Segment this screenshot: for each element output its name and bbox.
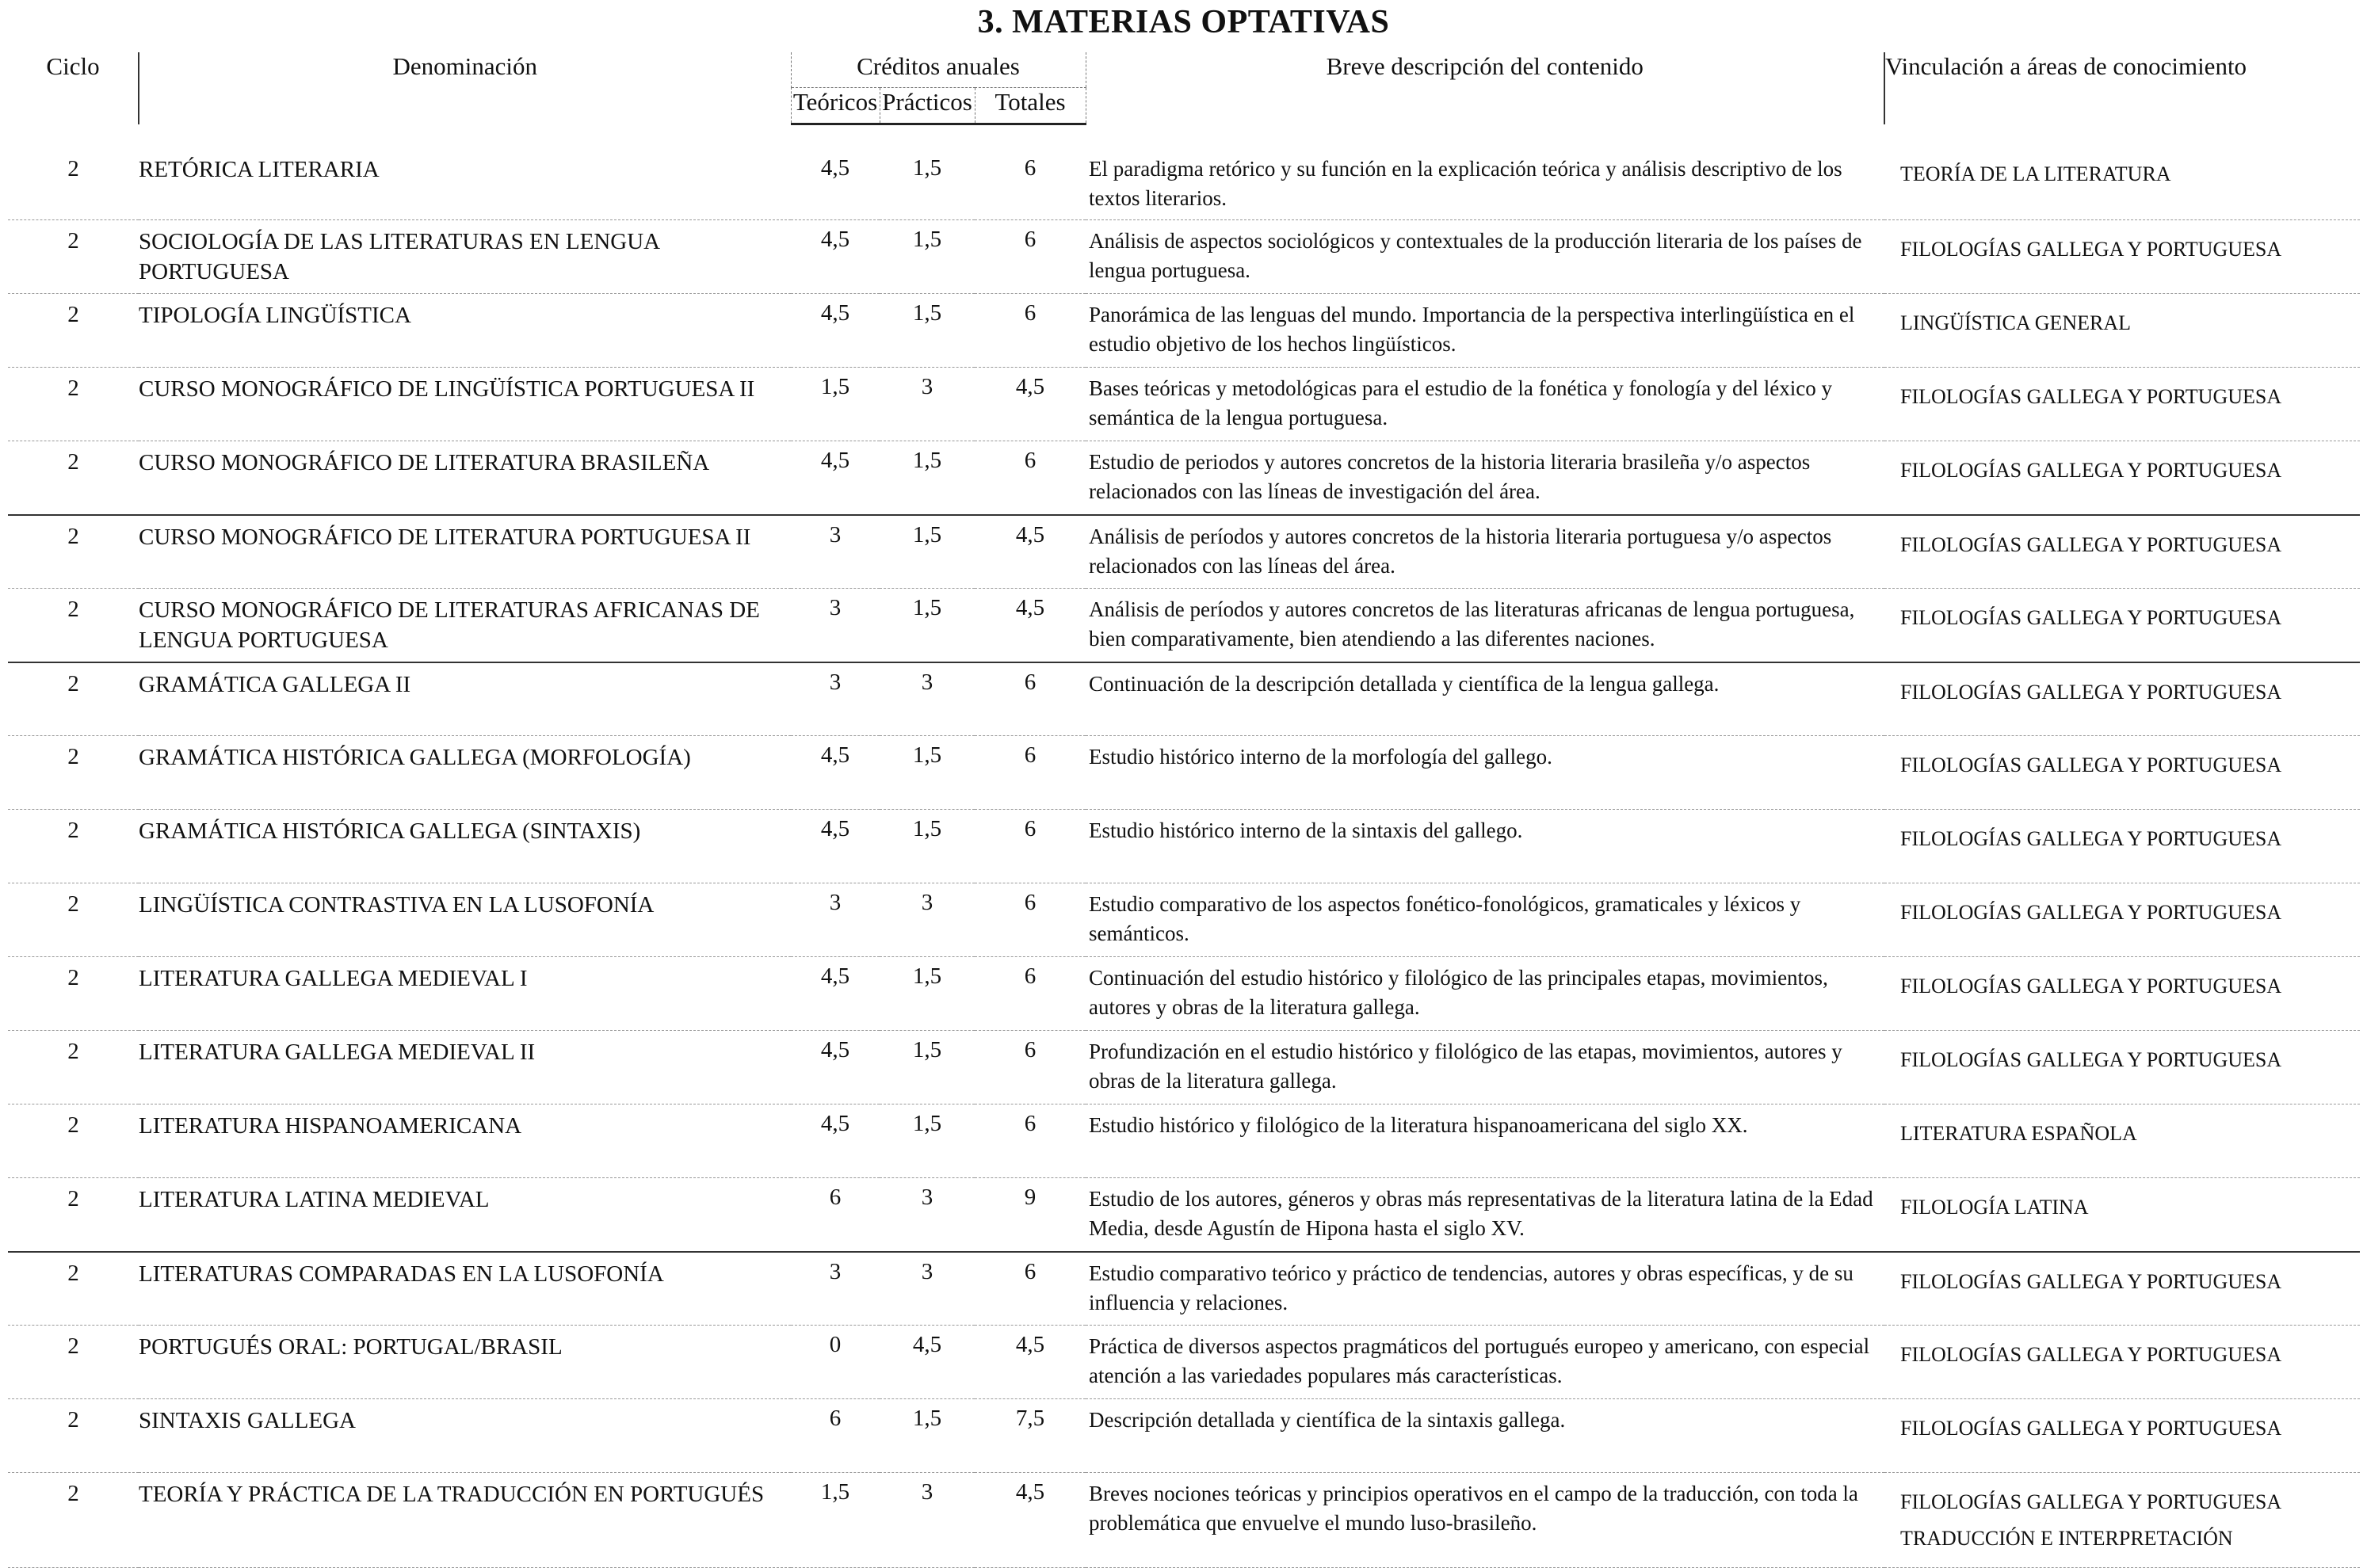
cell-ciclo: 2 [8, 368, 139, 441]
table-header [8, 52, 2360, 124]
cell-descripcion: Estudio comparativo de los aspectos fonético-fonológicos, gramaticales y léxicos y semánticos. [1086, 883, 1884, 957]
cell-denominacion: GRAMÁTICA HISTÓRICA GALLEGA (MORFOLOGÍA) [139, 736, 791, 810]
cell-totales: 4,5 [975, 1473, 1086, 1568]
cell-totales: 7,5 [975, 1399, 1086, 1473]
cell-teoricos: 4,5 [791, 220, 880, 294]
cell-teoricos: 4,5 [791, 957, 880, 1031]
area-conocimiento: FILOLOGÍAS GALLEGA Y PORTUGUESA [1900, 1490, 2282, 1513]
cell-ciclo: 2 [8, 1104, 139, 1178]
cell-vinculacion [1884, 662, 2360, 736]
cell-denominacion: PORTUGUÉS ORAL: PORTUGAL/BRASIL [139, 1326, 791, 1399]
cell-teoricos: 4,5 [791, 736, 880, 810]
cell-totales: 6 [975, 736, 1086, 810]
cell-ciclo: 2 [8, 957, 139, 1031]
table-row [8, 294, 2360, 368]
cell-vinculacion [1884, 1473, 2360, 1568]
cell-vinculacion [1884, 957, 2360, 1031]
cell-denominacion: GRAMÁTICA HISTÓRICA GALLEGA (SINTAXIS) [139, 810, 791, 883]
cell-teoricos: 4,5 [791, 1031, 880, 1104]
cell-practicos: 1,5 [880, 957, 975, 1031]
cell-denominacion: LITERATURA HISPANOAMERICANA [139, 1104, 791, 1178]
area-conocimiento: FILOLOGÍAS GALLEGA Y PORTUGUESA [1900, 606, 2282, 629]
cell-vinculacion [1884, 1104, 2360, 1178]
cell-ciclo: 2 [8, 810, 139, 883]
cell-descripcion: Continuación de la descripción detallada y científica de la lengua gallega. [1086, 662, 1884, 736]
area-conocimiento: FILOLOGÍA LATINA [1900, 1196, 2089, 1219]
cell-practicos: 1,5 [880, 124, 975, 220]
cell-denominacion: LINGÜÍSTICA CONTRASTIVA EN LA LUSOFONÍA [139, 883, 791, 957]
cell-practicos: 3 [880, 883, 975, 957]
table-row [8, 736, 2360, 810]
cell-ciclo: 2 [8, 1178, 139, 1252]
cell-ciclo: 2 [8, 220, 139, 294]
cell-vinculacion [1884, 736, 2360, 810]
table-row [8, 441, 2360, 515]
area-conocimiento: LINGÜÍSTICA GENERAL [1900, 311, 2132, 334]
cell-teoricos: 6 [791, 1399, 880, 1473]
table-row [8, 662, 2360, 736]
cell-descripcion: Bases teóricas y metodológicas para el estudio de la fonética y fonología y del léxico y semántica de la lengua portuguesa. [1086, 368, 1884, 441]
cell-practicos: 1,5 [880, 810, 975, 883]
cell-vinculacion [1884, 515, 2360, 589]
cell-practicos: 3 [880, 662, 975, 736]
cell-denominacion: LITERATURA GALLEGA MEDIEVAL II [139, 1031, 791, 1104]
cell-teoricos: 3 [791, 515, 880, 589]
cell-vinculacion [1884, 883, 2360, 957]
cell-practicos: 3 [880, 368, 975, 441]
table-row [8, 589, 2360, 662]
header-ciclo: Ciclo [8, 52, 139, 124]
cell-ciclo: 2 [8, 1326, 139, 1399]
cell-vinculacion [1884, 124, 2360, 220]
cell-vinculacion [1884, 1031, 2360, 1104]
cell-vinculacion [1884, 368, 2360, 441]
area-conocimiento: FILOLOGÍAS GALLEGA Y PORTUGUESA [1900, 827, 2282, 850]
table-row [8, 1252, 2360, 1326]
cell-ciclo: 2 [8, 515, 139, 589]
area-conocimiento: TRADUCCIÓN E INTERPRETACIÓN [1900, 1527, 2233, 1550]
cell-ciclo: 2 [8, 1031, 139, 1104]
cell-totales: 4,5 [975, 515, 1086, 589]
area-conocimiento: FILOLOGÍAS GALLEGA Y PORTUGUESA [1900, 385, 2282, 408]
cell-descripcion: Análisis de aspectos sociológicos y contextuales de la producción literaria de los países de lengua portuguesa. [1086, 220, 1884, 294]
cell-ciclo: 2 [8, 294, 139, 368]
cell-denominacion: SOCIOLOGÍA DE LAS LITERATURAS EN LENGUA PORTUGUESA [139, 220, 791, 294]
cell-descripcion: Estudio histórico interno de la morfología del gallego. [1086, 736, 1884, 810]
cell-totales: 6 [975, 1104, 1086, 1178]
page-title: 3. MATERIAS OPTATIVAS [977, 4, 1390, 40]
cell-descripcion: Profundización en el estudio histórico y filológico de las etapas, movimientos, autores y obras de la literatura gallega. [1086, 1031, 1884, 1104]
cell-totales: 6 [975, 810, 1086, 883]
header-teoricos: Teóricos [791, 88, 880, 124]
cell-denominacion: GRAMÁTICA GALLEGA II [139, 662, 791, 736]
header-vinculacion: Vinculación a áreas de conocimiento [1885, 52, 2247, 80]
cell-vinculacion [1884, 294, 2360, 368]
area-conocimiento: FILOLOGÍAS GALLEGA Y PORTUGUESA [1900, 1269, 2282, 1293]
cell-totales: 4,5 [975, 1326, 1086, 1399]
cell-ciclo: 2 [8, 441, 139, 515]
cell-teoricos: 0 [791, 1326, 880, 1399]
header-totales: Totales [975, 88, 1086, 124]
cell-ciclo: 2 [8, 589, 139, 662]
table-row [8, 1104, 2360, 1178]
cell-teoricos: 3 [791, 1252, 880, 1326]
cell-ciclo: 2 [8, 1399, 139, 1473]
cell-teoricos: 4,5 [791, 441, 880, 515]
cell-denominacion: LITERATURA LATINA MEDIEVAL [139, 1178, 791, 1252]
table-row [8, 957, 2360, 1031]
cell-descripcion: Estudio de los autores, géneros y obras más representativas de la literatura latina de la Edad Media, desde Agustín de Hipona hasta el siglo XV. [1086, 1178, 1884, 1252]
table-row [8, 124, 2360, 220]
cell-practicos: 3 [880, 1252, 975, 1326]
table-row [8, 1178, 2360, 1252]
cell-descripcion: Estudio comparativo teórico y práctico de tendencias, autores y obras específicas, y de su influencia y relaciones. [1086, 1252, 1884, 1326]
cell-totales: 4,5 [975, 589, 1086, 662]
cell-totales: 6 [975, 124, 1086, 220]
cell-ciclo: 2 [8, 1252, 139, 1326]
cell-denominacion: SINTAXIS GALLEGA [139, 1399, 791, 1473]
cell-practicos: 1,5 [880, 736, 975, 810]
materias-optativas-table [8, 52, 2360, 1568]
area-conocimiento: FILOLOGÍAS GALLEGA Y PORTUGUESA [1900, 459, 2282, 482]
area-conocimiento: FILOLOGÍAS GALLEGA Y PORTUGUESA [1900, 680, 2282, 704]
cell-vinculacion [1884, 1178, 2360, 1252]
cell-totales: 6 [975, 662, 1086, 736]
cell-totales: 6 [975, 441, 1086, 515]
cell-descripcion: Descripción detallada y científica de la sintaxis gallega. [1086, 1399, 1884, 1473]
cell-denominacion: CURSO MONOGRÁFICO DE LITERATURA BRASILEÑA [139, 441, 791, 515]
cell-totales: 6 [975, 957, 1086, 1031]
cell-ciclo: 2 [8, 883, 139, 957]
table-row [8, 1031, 2360, 1104]
cell-totales: 6 [975, 294, 1086, 368]
cell-teoricos: 4,5 [791, 294, 880, 368]
cell-vinculacion [1884, 810, 2360, 883]
cell-teoricos: 4,5 [791, 810, 880, 883]
cell-teoricos: 4,5 [791, 124, 880, 220]
cell-totales: 6 [975, 883, 1086, 957]
cell-vinculacion [1884, 589, 2360, 662]
cell-totales: 6 [975, 1031, 1086, 1104]
cell-denominacion: RETÓRICA LITERARIA [139, 124, 791, 220]
cell-descripcion: Panorámica de las lenguas del mundo. Importancia de la perspectiva interlingüística en el estudio objetivo de los hechos lingüísticos. [1086, 294, 1884, 368]
header-practicos: Prácticos [880, 88, 975, 124]
cell-descripcion: Breves nociones teóricas y principios operativos en el campo de la traducción, con toda la problemática que envuelve el mundo luso-brasileño. [1086, 1473, 1884, 1568]
cell-ciclo: 2 [8, 736, 139, 810]
cell-vinculacion [1884, 1252, 2360, 1326]
area-conocimiento: FILOLOGÍAS GALLEGA Y PORTUGUESA [1900, 975, 2282, 998]
cell-descripcion: Continuación del estudio histórico y filológico de las principales etapas, movimientos, autores y obras de la literatura gallega. [1086, 957, 1884, 1031]
cell-practicos: 1,5 [880, 1104, 975, 1178]
cell-vinculacion [1884, 1399, 2360, 1473]
area-conocimiento: FILOLOGÍAS GALLEGA Y PORTUGUESA [1900, 238, 2282, 261]
area-conocimiento: FILOLOGÍAS GALLEGA Y PORTUGUESA [1900, 1048, 2282, 1071]
cell-denominacion: TEORÍA Y PRÁCTICA DE LA TRADUCCIÓN EN PORTUGUÉS [139, 1473, 791, 1568]
cell-descripcion: Práctica de diversos aspectos pragmáticos del portugués europeo y americano, con especial atención a las variedades populares más características. [1086, 1326, 1884, 1399]
cell-vinculacion [1884, 441, 2360, 515]
area-conocimiento: FILOLOGÍAS GALLEGA Y PORTUGUESA [1900, 1417, 2282, 1440]
table-row [8, 368, 2360, 441]
cell-denominacion: LITERATURA GALLEGA MEDIEVAL I [139, 957, 791, 1031]
cell-teoricos: 3 [791, 662, 880, 736]
cell-practicos: 3 [880, 1473, 975, 1568]
cell-practicos: 1,5 [880, 1031, 975, 1104]
table-body [8, 124, 2360, 1568]
cell-descripcion: Análisis de períodos y autores concretos de las literaturas africanas de lengua portuguesa, bien comparativamente, bien atendiendo a las diferentes naciones. [1086, 589, 1884, 662]
cell-ciclo: 2 [8, 1473, 139, 1568]
cell-practicos: 3 [880, 1178, 975, 1252]
cell-descripcion: El paradigma retórico y su función en la explicación teórica y análisis descriptivo de los textos literarios. [1086, 124, 1884, 220]
cell-totales: 6 [975, 220, 1086, 294]
cell-ciclo: 2 [8, 662, 139, 736]
cell-teoricos: 1,5 [791, 368, 880, 441]
cell-descripcion: Estudio de periodos y autores concretos de la historia literaria brasileña y/o aspectos relacionados con las líneas de investigación del área. [1086, 441, 1884, 515]
cell-denominacion: LITERATURAS COMPARADAS EN LA LUSOFONÍA [139, 1252, 791, 1326]
cell-descripcion: Estudio histórico interno de la sintaxis del gallego. [1086, 810, 1884, 883]
cell-descripcion: Análisis de períodos y autores concretos de la historia literaria portuguesa y/o aspectos relacionados con las líneas del área. [1086, 515, 1884, 589]
cell-teoricos: 3 [791, 883, 880, 957]
cell-practicos: 1,5 [880, 589, 975, 662]
area-conocimiento: FILOLOGÍAS GALLEGA Y PORTUGUESA [1900, 901, 2282, 924]
area-conocimiento: TEORÍA DE LA LITERATURA [1900, 162, 2171, 185]
table-row [8, 1473, 2360, 1568]
cell-practicos: 1,5 [880, 220, 975, 294]
table-row [8, 1399, 2360, 1473]
header-denominacion: Denominación [139, 52, 791, 124]
cell-totales: 4,5 [975, 368, 1086, 441]
table-row [8, 515, 2360, 589]
cell-teoricos: 1,5 [791, 1473, 880, 1568]
cell-denominacion: TIPOLOGÍA LINGÜÍSTICA [139, 294, 791, 368]
cell-practicos: 1,5 [880, 294, 975, 368]
cell-practicos: 4,5 [880, 1326, 975, 1399]
cell-practicos: 1,5 [880, 1399, 975, 1473]
header-descripcion: Breve descripción del contenido [1086, 52, 1884, 124]
cell-practicos: 1,5 [880, 515, 975, 589]
area-conocimiento: FILOLOGÍAS GALLEGA Y PORTUGUESA [1900, 753, 2282, 776]
table-row [8, 220, 2360, 294]
table-row [8, 810, 2360, 883]
cell-teoricos: 4,5 [791, 1104, 880, 1178]
cell-vinculacion [1884, 1326, 2360, 1399]
cell-denominacion: CURSO MONOGRÁFICO DE LITERATURAS AFRICANAS DE LENGUA PORTUGUESA [139, 589, 791, 662]
header-creditos-anuales: Créditos anuales [791, 52, 1086, 88]
cell-descripcion: Estudio histórico y filológico de la literatura hispanoamericana del siglo XX. [1086, 1104, 1884, 1178]
table-row [8, 1326, 2360, 1399]
area-conocimiento: FILOLOGÍAS GALLEGA Y PORTUGUESA [1900, 1343, 2282, 1366]
cell-totales: 6 [975, 1252, 1086, 1326]
table-row [8, 883, 2360, 957]
cell-denominacion: CURSO MONOGRÁFICO DE LINGÜÍSTICA PORTUGUESA II [139, 368, 791, 441]
area-conocimiento: FILOLOGÍAS GALLEGA Y PORTUGUESA [1900, 532, 2282, 556]
cell-ciclo: 2 [8, 124, 139, 220]
cell-totales: 9 [975, 1178, 1086, 1252]
cell-vinculacion [1884, 220, 2360, 294]
cell-teoricos: 3 [791, 589, 880, 662]
cell-denominacion: CURSO MONOGRÁFICO DE LITERATURA PORTUGUESA II [139, 515, 791, 589]
area-conocimiento: LITERATURA ESPAÑOLA [1900, 1122, 2137, 1145]
cell-practicos: 1,5 [880, 441, 975, 515]
cell-teoricos: 6 [791, 1178, 880, 1252]
